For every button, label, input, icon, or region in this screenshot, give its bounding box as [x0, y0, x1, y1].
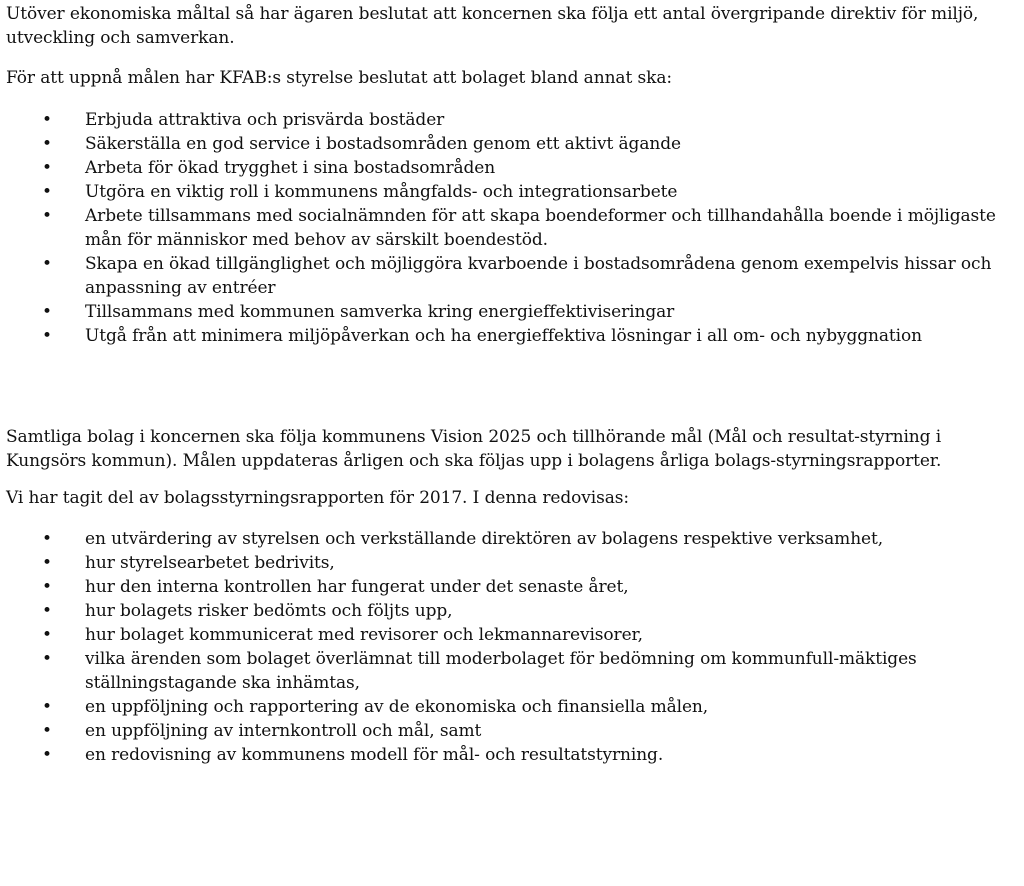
- document-page: [6, 0, 1022, 767]
- list-item: • en utvärdering av styrelsen och verkställande direktören av bolagens respektive verksamhet,: [6, 527, 1022, 551]
- intro-paragraph: Utöver ekonomiska måltal så har ägaren beslutat att koncernen ska följa ett antal övergripande direktiv för miljö, utveckling och samverkan.: [6, 4, 979, 48]
- list-item: • en redovisning av kommunens modell för mål- och resultatstyrning.: [6, 743, 1022, 767]
- report-intro-paragraph: Vi har tagit del av bolagsstyrningsrapporten för 2017. I denna redovisas:: [6, 488, 630, 508]
- vision-paragraph: Samtliga bolag i koncernen ska följa kommunens Vision 2025 och tillhörande mål (Mål och resultat-styrning i Kungsörs kommun). Målen uppdateras årligen och ska följas upp i bolagens årliga bolags-styrningsrapporter.: [6, 427, 942, 471]
- list-item: • Arbeta för ökad trygghet i sina bostadsområden: [6, 156, 1022, 180]
- list-item: • vilka ärenden som bolaget överlämnat till moderbolaget för bedömning om kommunfull-mäktiges ställningstagande ska inhämtas,: [6, 647, 1022, 695]
- list-item: • Säkerställa en god service i bostadsområden genom ett aktivt ägande: [6, 132, 1022, 156]
- list-item: • Utgå från att minimera miljöpåverkan och ha energieffektiva lösningar i all om- och nybyggnation: [6, 324, 1022, 348]
- list-item: • Arbete tillsammans med socialnämnden för att skapa boendeformer och tillhandahålla boende i möjligaste mån för människor med behov av särskilt boendestöd.: [6, 204, 1022, 252]
- list-item: • Utgöra en viktig roll i kommunens mångfalds- och integrationsarbete: [6, 180, 1022, 204]
- list-item: • Tillsammans med kommunen samverka kring energieffektiviseringar: [6, 300, 1022, 324]
- kfab-goals-list: [6, 108, 1022, 348]
- list-item: • hur styrelsearbetet bedrivits,: [6, 551, 1022, 575]
- list-item: • en uppföljning och rapportering av de ekonomiska och finansiella målen,: [6, 695, 1022, 719]
- list-item: • hur bolaget kommunicerat med revisorer och lekmannarevisorer,: [6, 623, 1022, 647]
- list-item: • hur bolagets risker bedömts och följts upp,: [6, 599, 1022, 623]
- list-item: • Erbjuda attraktiva och prisvärda bostäder: [6, 108, 1022, 132]
- list-item: • en uppföljning av internkontroll och mål, samt: [6, 719, 1022, 743]
- list-item: • hur den interna kontrollen har fungerat under det senaste året,: [6, 575, 1022, 599]
- report-contents-list: [6, 527, 1022, 767]
- list-item: • Skapa en ökad tillgänglighet och möjliggöra kvarboende i bostadsområdena genom exempelvis hissar och anpassning av entréer: [6, 252, 1022, 300]
- kfab-intro-paragraph: För att uppnå målen har KFAB:s styrelse beslutat att bolaget bland annat ska:: [6, 68, 672, 88]
